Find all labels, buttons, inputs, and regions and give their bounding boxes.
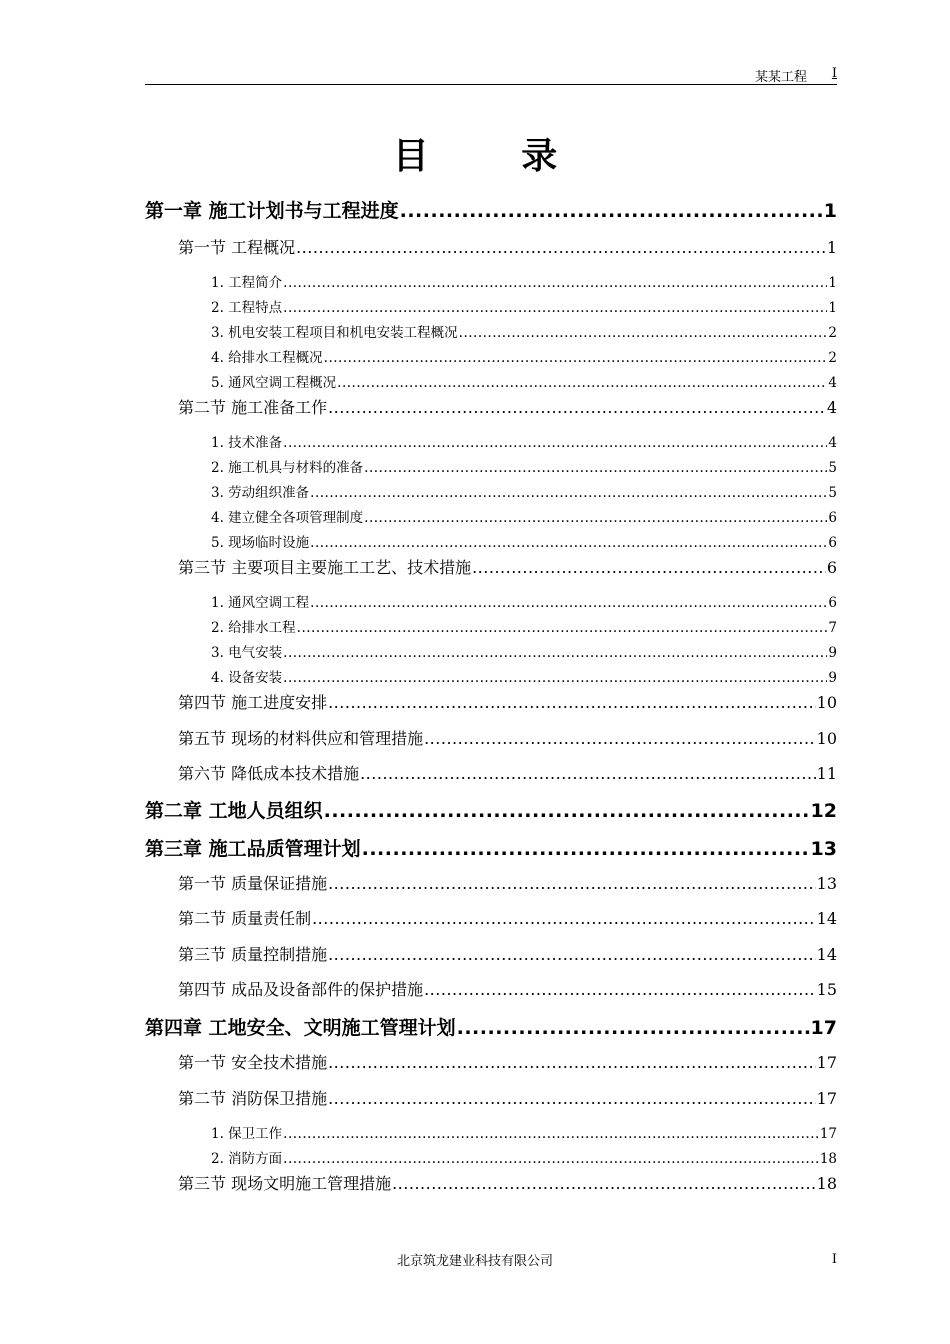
toc-entry[interactable]	[145, 834, 837, 861]
toc-entry-title: 3. 电气安装	[211, 645, 283, 661]
toc-dot-leader	[297, 620, 828, 636]
toc-entry[interactable]	[211, 1122, 837, 1142]
toc-entry-title: 第四节 成品及设备部件的保护措施	[178, 980, 424, 999]
toc-entry-page: 15	[816, 980, 837, 999]
toc-entry-title: 第三章 施工品质管理计划	[145, 838, 361, 860]
toc-entry[interactable]	[211, 271, 837, 291]
toc-entry-page: 4	[828, 435, 837, 451]
toc-entry-title: 4. 设备安装	[211, 670, 283, 686]
toc-dot-leader	[283, 645, 827, 661]
toc-entry-title: 2. 工程特点	[211, 300, 283, 316]
header-title: 某某工程	[754, 70, 807, 85]
header-page-number: I	[831, 66, 837, 81]
toc-dot-leader	[472, 558, 826, 577]
toc-entry-page: 2	[828, 325, 837, 341]
toc-entry-title: 3. 机电安装工程项目和机电安装工程概况	[211, 325, 458, 341]
toc-entry-page: 10	[816, 693, 837, 712]
toc-dot-leader	[283, 435, 827, 451]
toc-dot-leader	[424, 729, 816, 748]
toc-dot-leader	[283, 670, 827, 686]
toc-entry[interactable]	[145, 796, 837, 823]
toc-entry-title: 第四章 工地安全、文明施工管理计划	[145, 1017, 456, 1039]
toc-entry-page: 5	[828, 485, 837, 501]
toc-entry[interactable]	[178, 906, 837, 929]
toc-entry-title: 第五节 现场的材料供应和管理措施	[178, 729, 424, 748]
toc-entry-page: 13	[816, 874, 837, 893]
toc-entry-page: 17	[810, 1017, 837, 1039]
toc-entry-page: 18	[819, 1151, 837, 1167]
toc-dot-leader	[337, 375, 827, 391]
toc-entry-title: 5. 通风空调工程概况	[211, 375, 337, 391]
toc-entry-page: 1	[826, 238, 837, 257]
toc-entry-title: 5. 现场临时设施	[211, 535, 310, 551]
toc-entry[interactable]	[211, 296, 837, 316]
toc-dot-leader	[328, 1053, 816, 1072]
toc-entry[interactable]	[211, 371, 837, 391]
toc-entry-title: 第二节 消防保卫措施	[178, 1089, 328, 1108]
toc-entry-title: 第一节 安全技术措施	[178, 1053, 328, 1072]
toc-entry-page: 2	[828, 350, 837, 366]
toc-dot-leader	[283, 1151, 819, 1167]
toc-entry-title: 3. 劳动组织准备	[211, 485, 310, 501]
toc-entry-page: 17	[819, 1126, 837, 1142]
toc-entry[interactable]	[178, 1171, 837, 1194]
toc-entry[interactable]	[178, 977, 837, 1000]
toc-entry[interactable]	[211, 321, 837, 341]
toc-dot-leader	[392, 1174, 816, 1193]
toc-heading: 目 录	[392, 136, 598, 177]
toc-dot-leader	[424, 980, 816, 999]
toc-entry-title: 2. 消防方面	[211, 1151, 283, 1167]
toc-dot-leader	[324, 350, 828, 366]
toc-dot-leader	[283, 300, 827, 316]
toc-entry-page: 1	[823, 200, 837, 222]
toc-entry[interactable]	[178, 555, 837, 578]
toc-dot-leader	[296, 238, 826, 257]
toc-entry[interactable]	[178, 235, 837, 258]
toc-dot-leader	[364, 460, 827, 476]
toc-dot-leader	[364, 510, 827, 526]
toc-entry-page: 11	[816, 764, 837, 783]
toc-dot-leader	[310, 595, 827, 611]
toc-entry[interactable]	[178, 726, 837, 749]
toc-entry-title: 第三节 现场文明施工管理措施	[178, 1174, 392, 1193]
toc-dot-leader	[457, 1017, 810, 1039]
toc-dot-leader	[324, 800, 810, 822]
toc-entry-title: 1. 技术准备	[211, 435, 283, 451]
toc-entry-title: 第一节 工程概况	[178, 238, 296, 257]
toc-dot-leader	[362, 838, 810, 860]
toc-entry-title: 第二章 工地人员组织	[145, 800, 323, 822]
toc-entry[interactable]	[211, 641, 837, 661]
toc-entry[interactable]	[178, 1086, 837, 1109]
toc-entry-title: 第一章 施工计划书与工程进度	[145, 200, 399, 222]
toc-entry-page: 17	[816, 1089, 837, 1108]
toc-entry-page: 7	[828, 620, 837, 636]
toc-dot-leader	[310, 485, 827, 501]
toc-entry-page: 9	[828, 645, 837, 661]
toc-dot-leader	[459, 325, 828, 341]
toc-entry-title: 1. 通风空调工程	[211, 595, 310, 611]
toc-entry-page: 5	[828, 460, 837, 476]
toc-entry[interactable]	[145, 1013, 837, 1040]
toc-dot-leader	[283, 275, 827, 291]
toc-dot-leader	[360, 764, 816, 783]
toc-entry[interactable]	[178, 871, 837, 894]
toc-entry[interactable]	[211, 456, 837, 476]
toc-entry-title: 第六节 降低成本技术措施	[178, 764, 360, 783]
toc-dot-leader	[283, 1126, 819, 1142]
toc-entry[interactable]	[211, 481, 837, 501]
toc-entry-title: 1. 工程简介	[211, 275, 283, 291]
toc-entry[interactable]	[178, 761, 837, 784]
toc-entry[interactable]	[178, 1050, 837, 1073]
toc-dot-leader	[328, 398, 826, 417]
toc-entry[interactable]	[178, 942, 837, 965]
toc-entry-page: 12	[810, 800, 837, 822]
toc-entry-page: 9	[828, 670, 837, 686]
toc-entry-page: 6	[826, 558, 837, 577]
toc-entry-page: 6	[828, 510, 837, 526]
toc-entry-title: 2. 给排水工程	[211, 620, 296, 636]
toc-entry[interactable]	[211, 666, 837, 686]
toc-entry-title: 第四节 施工进度安排	[178, 693, 328, 712]
toc-dot-leader	[328, 945, 816, 964]
toc-entry-page: 4	[826, 398, 837, 417]
toc-entry-page: 18	[816, 1174, 837, 1193]
toc-entry-page: 14	[816, 909, 837, 928]
toc-entry[interactable]	[211, 591, 837, 611]
toc-entry-page: 1	[828, 300, 837, 316]
toc-dot-leader	[328, 693, 816, 712]
toc-entry-page: 13	[810, 838, 837, 860]
toc-entry-title: 第二节 质量责任制	[178, 909, 312, 928]
toc-entry[interactable]	[211, 616, 837, 636]
toc-entry-title: 第二节 施工准备工作	[178, 398, 328, 417]
toc-entry[interactable]	[211, 1147, 837, 1167]
toc-entry[interactable]	[178, 395, 837, 418]
toc-entry-page: 10	[816, 729, 837, 748]
toc-entry-page: 14	[816, 945, 837, 964]
toc-entry[interactable]	[145, 196, 837, 223]
toc-entry-title: 第三节 主要项目主要施工工艺、技术措施	[178, 558, 472, 577]
toc-entry[interactable]	[211, 346, 837, 366]
toc-entry-title: 4. 给排水工程概况	[211, 350, 323, 366]
toc-entry-title: 第三节 质量控制措施	[178, 945, 328, 964]
toc-entry-page: 17	[816, 1053, 837, 1072]
toc-entry[interactable]	[211, 506, 837, 526]
toc-entry[interactable]	[178, 690, 837, 713]
toc-entry-title: 1. 保卫工作	[211, 1126, 283, 1142]
toc-dot-leader	[310, 535, 827, 551]
toc-entry-page: 4	[828, 375, 837, 391]
toc-entry-page: 6	[828, 535, 837, 551]
footer-company: 北京筑龙建业科技有限公司	[396, 1254, 553, 1269]
toc-entry[interactable]	[211, 531, 837, 551]
toc-entry-title: 2. 施工机具与材料的准备	[211, 460, 364, 476]
toc-dot-leader	[312, 909, 816, 928]
toc-dot-leader	[328, 1089, 816, 1108]
toc-entry-page: 6	[828, 595, 837, 611]
toc-entry-title: 4. 建立健全各项管理制度	[211, 510, 364, 526]
toc-entry-page: 1	[828, 275, 837, 291]
toc-entry-title: 第一节 质量保证措施	[178, 874, 328, 893]
footer-page-number: I	[831, 1252, 837, 1267]
toc-dot-leader	[400, 200, 823, 222]
toc-entry[interactable]	[211, 431, 837, 451]
toc-dot-leader	[328, 874, 816, 893]
